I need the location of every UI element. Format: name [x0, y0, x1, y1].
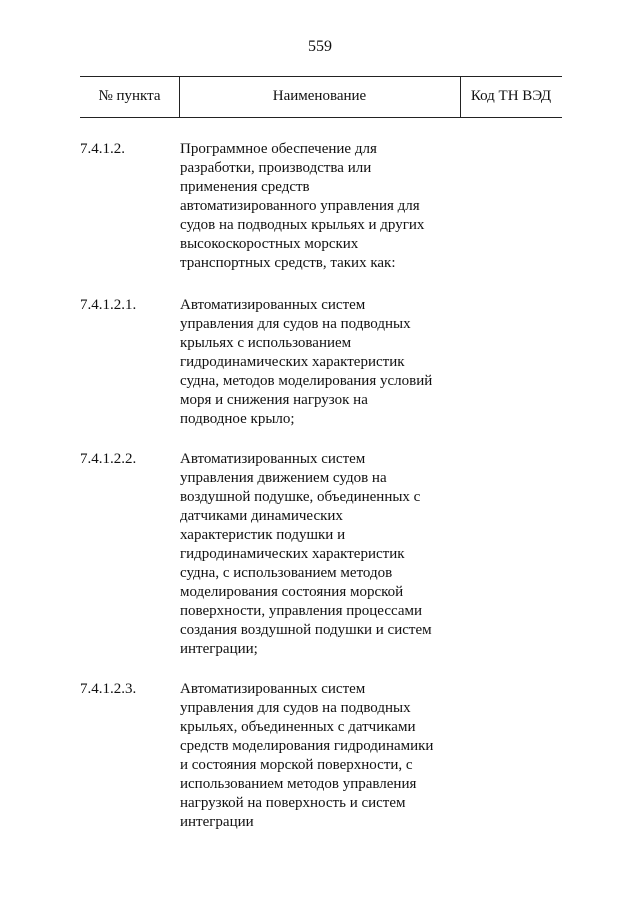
- row-number: 7.4.1.2.1.: [80, 297, 137, 313]
- row-number: 7.4.1.2.3.: [80, 681, 137, 697]
- table-body: [0, 140, 640, 832]
- table-header-bottom-rule: [80, 117, 562, 118]
- header-name: Наименование: [272, 88, 367, 104]
- row-text: Автоматизированных систем управления движением судов на воздушной подушке, объединенных с датчиками динамических характеристик подушки и гидродинамических характеристик судна, с использованием методов моделирования состояния морской поверхности, управления процессами создания воздушной подушки и систем интеграции;: [180, 451, 432, 657]
- header-code: Код ТН ВЭД: [470, 88, 552, 104]
- row-text: Автоматизированных систем управления для судов на подводных крыльях с использованием гидродинамических характеристик судна, методов моделирования условий моря и снижения нагрузок на подводное крыло;: [180, 297, 433, 427]
- row-number: 7.4.1.2.: [80, 141, 125, 157]
- table-row: [0, 140, 640, 273]
- table-header-top-rule: [80, 76, 562, 77]
- table-row: [0, 450, 640, 659]
- page-number: 559: [308, 38, 332, 55]
- row-number: 7.4.1.2.2.: [80, 451, 137, 467]
- row-text: Программное обеспечение для разработки, производства или применения средств автоматизированного управления для судов на подводных крыльях и других высокоскоростных морских транспортных средств, таких как:: [180, 141, 425, 271]
- row-text: Автоматизированных систем управления для судов на подводных крыльях, объединенных с датчиками средств моделирования гидродинамики и состояния морской поверхности, с использованием методов управления нагрузкой на поверхность и систем интеграции: [180, 681, 434, 830]
- header-item-number: № пункта: [98, 88, 161, 104]
- table-row: [0, 296, 640, 429]
- table-row: [0, 680, 640, 832]
